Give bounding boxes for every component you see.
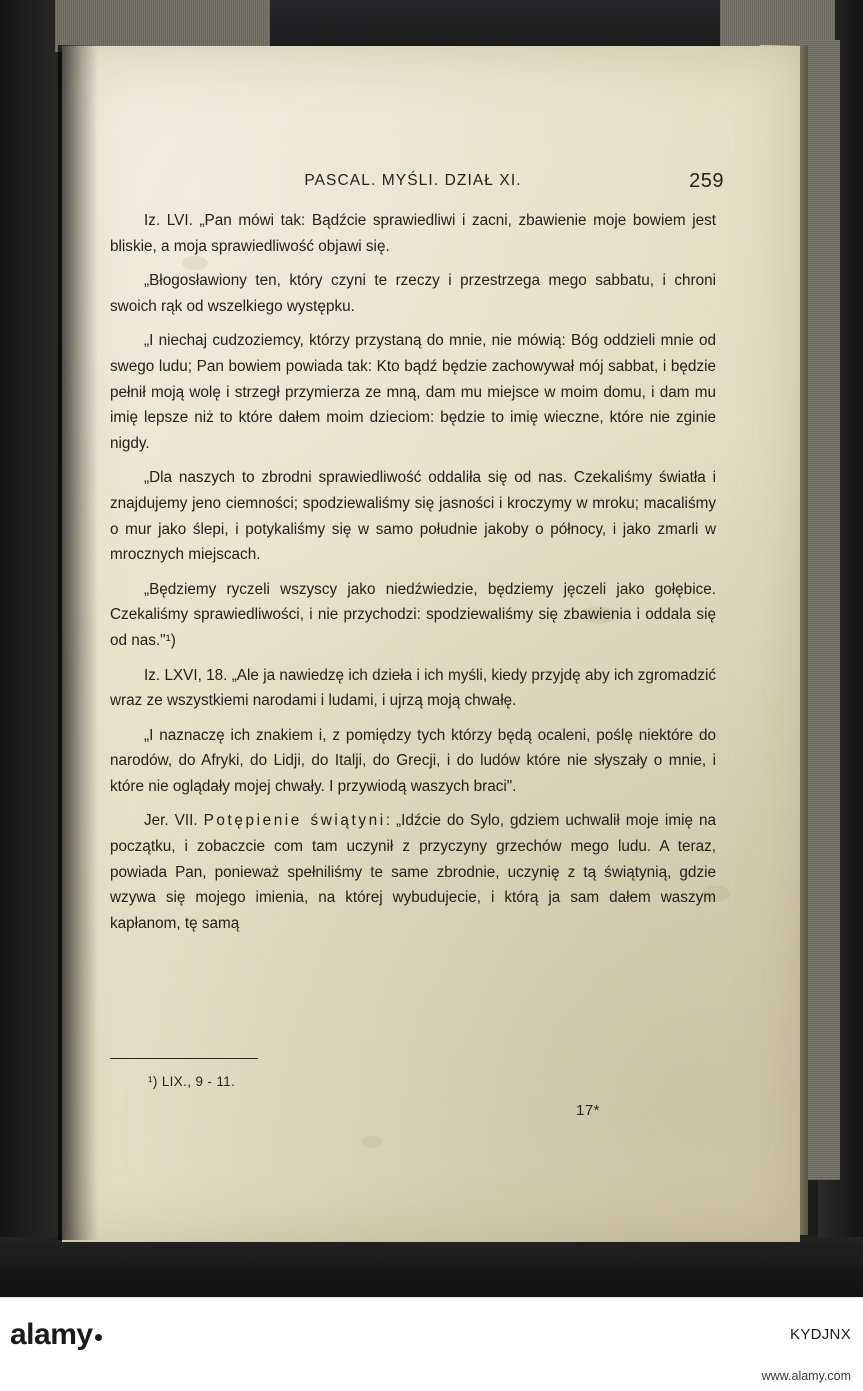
book-page <box>62 46 800 1242</box>
paragraph: „I niechaj cudzoziemcy, którzy przystaną do mnie, nie mówią: Bóg oddzieli mnie od swego ludu; Pan bowiem powiada tak: Kto bądź będzie zachowywał mój sabbat, i będzie pełnił moją wolę i strzegł przymierza ze mną, dam mu miejsce w moim domu, i dam mu imię lepsze niż to które dałem moim dzieciom: będzie to imię wieczne, które nie zginie nigdy. <box>110 332 716 452</box>
desk-surface-bottom <box>0 1237 863 1297</box>
running-head <box>108 170 724 192</box>
signature-mark: 17* <box>576 1102 601 1119</box>
image-id-label: KYDJNX <box>790 1326 851 1343</box>
page-body-text <box>110 208 716 945</box>
alamy-url-label[interactable]: www.alamy.com <box>761 1369 851 1383</box>
book-gutter-shadow <box>58 45 98 1240</box>
paragraph: „Błogosławiony ten, który czyni te rzeczy i przestrzega mego sabbatu, i chroni swoich rąk od wszelkiego występku. <box>110 272 716 315</box>
running-head-title: PASCAL. MYŚLI. DZIAŁ XI. <box>304 172 522 189</box>
paragraph-spaced-heading: Potępienie świątyni <box>203 812 386 830</box>
paragraph-potepienie-swiatyni <box>110 808 716 936</box>
alamy-logo-text: alamy <box>10 1318 93 1351</box>
paragraph-rest: : „Idźcie do Sylo, gdziem uchwalił moje imię na początku, i zobaczcie com tam uczynił z przyczyny grzechów mego ludu. A teraz, powiada Pan, ponieważ spełniliśmy te same zbrodnie, uczynię z tą świątynią, gdzie wzywa się mojego imienia, na której wybudujecie, i którą ja sam dałem waszym kapłanom, tę samą <box>110 812 716 932</box>
paragraph: Iz. LXVI, 18. „Ale ja nawiedzę ich dzieła i ich myśli, kiedy przyjdę aby ich zgromadzić wraz ze wszystkiemi narodami i ludami, i ujrzą moją chwałę. <box>110 666 716 710</box>
paragraph: „Będziemy ryczeli wszyscy jako niedźwiedzie, będziemy jęczeli jako gołębice. Czekaliśmy sprawiedliwości, i nie przychodzi: spodziewaliśmy się zbawienia i oddala się od nas."¹) <box>110 580 716 649</box>
alamy-logo-dot <box>95 1334 102 1341</box>
desk-surface-left <box>0 0 62 1297</box>
footnote: ¹) LIX., 9 - 11. <box>148 1074 236 1089</box>
paragraph: „I naznaczę ich znakiem i, z pomiędzy tych którzy będą ocaleni, poślę niektóre do narodów, do Afryki, do Lidji, do Italji, do Grecji, i do ludów które nie słyszały o mnie, i które nie oglądały mojej chwały. I przywiodą waszych braci". <box>110 726 716 795</box>
paragraph: Iz. LVI. „Pan mówi tak: Bądźcie sprawiedliwi i zacni, zbawienie moje bowiem jest bliskie, a moja sprawiedliwość objawi się. <box>110 212 716 255</box>
footnote-rule <box>110 1058 258 1059</box>
alamy-logo[interactable] <box>10 1318 102 1352</box>
alamy-footer-bar <box>0 1297 863 1391</box>
paragraph-lead: Jer. VII. <box>144 812 204 830</box>
paragraph: „Dla naszych to zbrodni sprawiedliwość oddaliła się od nas. Czekaliśmy światła i znajdujemy jeno ciemności; spodziewaliśmy się jasności i kroczymy w mroku; macaliśmy o mur jako ślepi, i potykaliśmy się w samo południe jakoby o północy, i jako zmarli w mrocznych miejscach. <box>110 469 716 564</box>
page-number: 259 <box>689 170 724 192</box>
